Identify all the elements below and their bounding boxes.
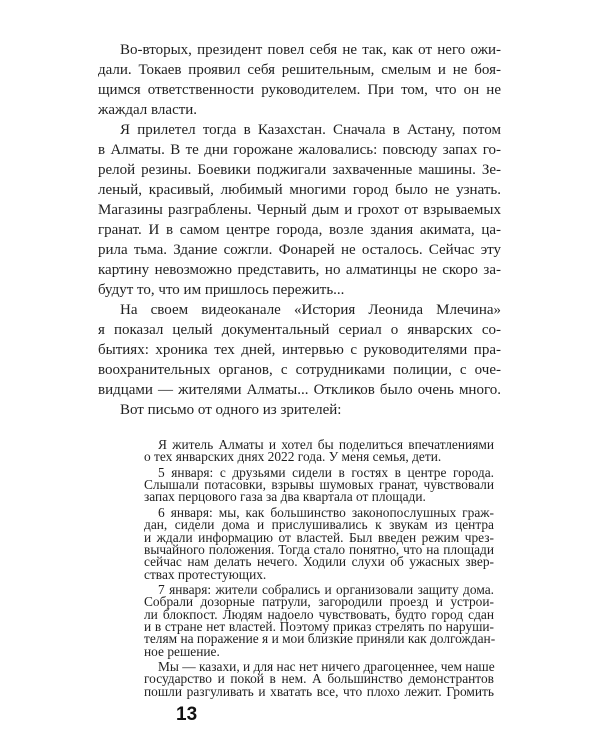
text-line: Я прилетел тогда в Казахстан. Сначала в Астану, потом (120, 122, 501, 138)
letter-line: вычайного положения. Тогда стало понятно, что на площади (144, 541, 494, 557)
main-text-paragraph-4 (98, 400, 501, 420)
text-line: леный, красивый, любимый многими город было не узнать. (98, 182, 501, 198)
text-line: будут то, что им пришлось пережить... (98, 282, 345, 298)
main-text-paragraph-3 (98, 300, 501, 400)
letter-line: и ждали информацию от властей. Был введен режим чрез- (144, 529, 494, 545)
text-line: дали. Токаев проявил себя решительным, смелым и не боя- (98, 62, 501, 78)
letter-line: 7 января: жители собрались и организовали защиту дома. (158, 581, 494, 597)
text-line: релой резины. Боевики поджигали захваченные машины. Зе- (98, 162, 501, 178)
letter-line: дан, сидели дома и прислушивались к звукам из центра (144, 517, 494, 533)
letter-line: телям на поражение я и мои близкие приняли как долгождан- (144, 631, 496, 647)
letter-paragraph-4 (144, 581, 496, 659)
letter-line: Я житель Алматы и хотел бы поделиться впечатлениями (158, 437, 494, 452)
letter-line: государство и покой в нем. А большинство демонстрантов (144, 671, 494, 687)
letter-line: ное решение. (144, 643, 220, 659)
letter-line: пошли разгуливать и хватать все, что плохо лежит. Громить (144, 683, 494, 699)
text-line: бытиях: хроника тех дней, интервью с руководителями пра- (98, 342, 501, 358)
letter-paragraph-3 (144, 504, 494, 582)
letter-paragraph-5 (144, 661, 494, 698)
text-line: жаждал власти. (98, 102, 198, 118)
text-line: Во-вторых, президент повел себя не так, как от него ожи- (120, 42, 501, 58)
page-number: 13 (176, 704, 198, 725)
text-line: воохранительных органов, с сотрудниками полиции, с оче- (98, 362, 501, 378)
letter-line: запах перцового газа за два квартала от площади. (144, 489, 426, 505)
text-line: гранат. И в самом центре города, возле здания акимата, ца- (98, 222, 501, 238)
letter-line: о тех январских днях 2022 года. У меня семья, дети. (144, 449, 442, 465)
text-line: видцами — жителями Алматы... Откликов было очень много. (98, 382, 501, 398)
letter-paragraph-1 (144, 439, 494, 464)
text-line: На своем видеоканале «История Леонида Млечина» (120, 302, 501, 318)
text-line: Вот письмо от одного из зрителей: (120, 402, 342, 418)
letter-paragraph-2 (144, 464, 494, 505)
text-line: Магазины разграблены. Черный дым и грохот от взрываемых (98, 202, 501, 218)
main-text-paragraph-2 (98, 120, 501, 300)
text-line: я показал целый документальный сериал о январских со- (98, 322, 501, 338)
letter-line: 5 января: с друзьями сидели в гостях в центре города. (158, 464, 494, 480)
letter-line: сейчас нам делать нечего. Ходили слухи об ужасных звер- (144, 554, 494, 570)
letter-line: и в стране нет властей. Поэтому приказ стрелять по наруши- (144, 618, 494, 634)
text-line: картину невозможно представить, но алматинцы не скоро за- (98, 262, 501, 278)
text-line: щимся ответственности руководителем. При том, что он не (98, 82, 501, 98)
letter-line: Собрали дозорные патрули, загородили проезд и устрои- (144, 594, 494, 610)
text-line: рила тьма. Здание сожгли. Фонарей не осталось. Сейчас эту (98, 242, 501, 258)
text-line: в Алматы. В те дни горожане жаловались: повсюду запах го- (98, 142, 501, 158)
letter-line: Мы — казахи, и для нас нет ничего драгоценнее, чем наше (158, 659, 495, 675)
letter-line: 6 января: мы, как большинство законопослушных граж- (158, 504, 494, 520)
letter-line: Слышали потасовки, взрывы шумовых гранат, чувствовали (144, 477, 494, 493)
main-text-paragraph-1 (98, 40, 501, 120)
letter-line: ли блокпост. Людям надоело чувствовать, будто город сдан (144, 606, 494, 622)
letter-line: ствах протестующих. (144, 566, 267, 582)
